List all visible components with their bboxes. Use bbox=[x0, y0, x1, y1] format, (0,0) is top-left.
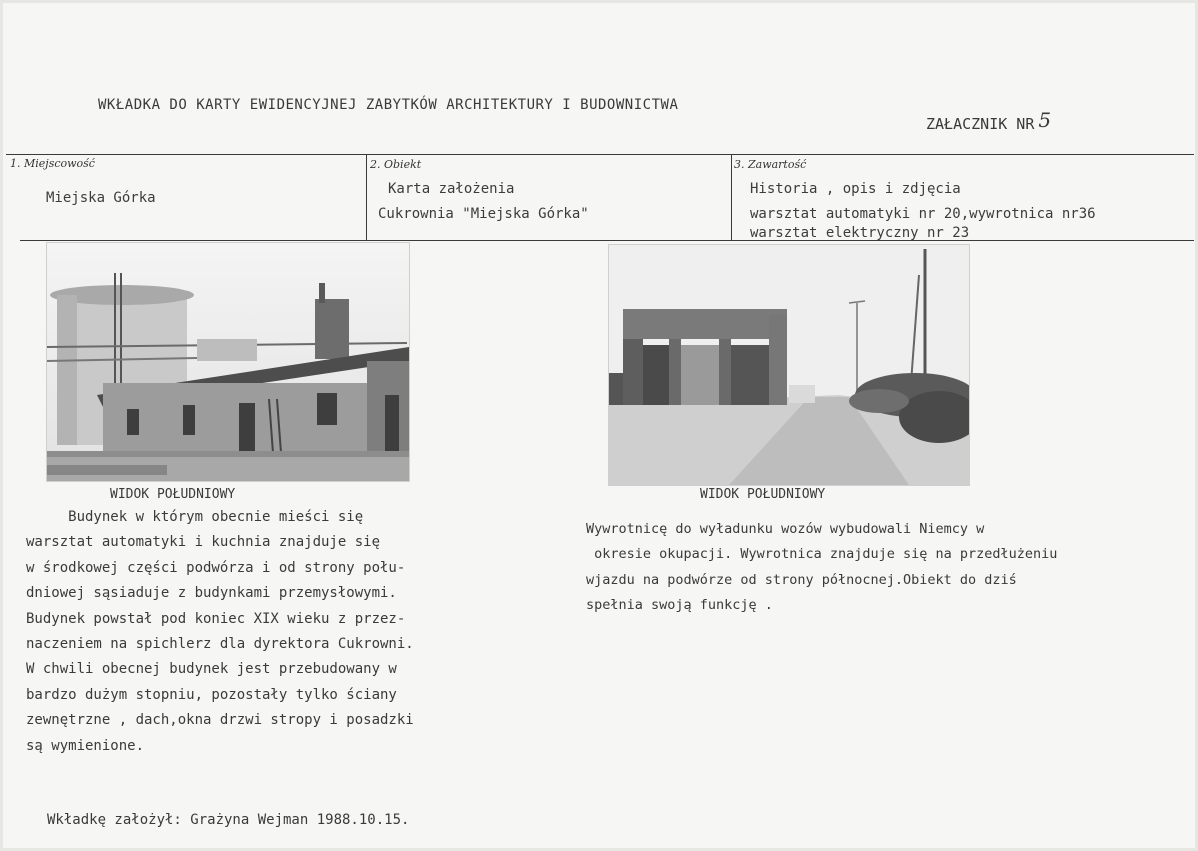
location-value: Miejska Górka bbox=[46, 190, 156, 206]
author-footer: Wkładkę założył: Grażyna Wejman 1988.10.15. bbox=[47, 812, 410, 828]
object-line-2: Cukrownia "Miejska Górka" bbox=[378, 206, 589, 222]
left-text-line: Budynek powstał pod koniec XIX wieku z przez- bbox=[26, 610, 406, 627]
contents-label: 3. Zawartość bbox=[734, 158, 807, 171]
left-text-line: bardzo dużym stopniu, pozostały tylko ściany bbox=[26, 686, 397, 703]
annex-label-text: ZAŁACZNIK NR bbox=[926, 115, 1035, 133]
left-text-line: w środkowej części podwórza i od strony połu- bbox=[26, 559, 406, 576]
table-bottom-border bbox=[20, 240, 1194, 241]
right-text-line: Wywrotnicę do wyładunku wozów wybudowali Niemcy w bbox=[586, 521, 985, 537]
table-top-border bbox=[6, 154, 1194, 155]
left-text-line: Budynek w którym obecnie mieści się bbox=[26, 509, 364, 525]
document-title: WKŁADKA DO KARTY EWIDENCYJNEJ ZABYTKÓW ARCHITEKTURY I BUDOWNICTWA bbox=[98, 97, 679, 113]
right-text-line: spełnia swoją funkcję . bbox=[586, 597, 773, 614]
right-photo-caption: WIDOK POŁUDNIOWY bbox=[700, 487, 826, 502]
annex-number: 5 bbox=[1038, 108, 1052, 132]
location-label: 1. Miejscowość bbox=[10, 157, 95, 170]
left-text-line: są wymienione. bbox=[26, 737, 145, 754]
left-text-line: W chwili obecnej budynek jest przebudowany w bbox=[26, 661, 397, 678]
table-divider-2 bbox=[731, 154, 732, 240]
contents-line-3: warsztat elektryczny nr 23 bbox=[750, 225, 970, 241]
right-text-line: wjazdu na podwórze od strony północnej.Obiekt do dziś bbox=[586, 571, 1017, 588]
annex-label bbox=[926, 110, 1051, 134]
table-divider-1 bbox=[366, 154, 367, 240]
right-text-line: okresie okupacji. Wywrotnica znajduje się na przedłużeniu bbox=[586, 546, 1058, 563]
object-label: 2. Obiekt bbox=[370, 158, 422, 171]
right-description bbox=[586, 517, 1057, 619]
contents-line-1: Historia , opis i zdjęcia bbox=[750, 181, 961, 197]
left-description bbox=[26, 505, 414, 759]
left-text-line: dniowej sąsiaduje z budynkami przemysłowymi. bbox=[26, 585, 397, 602]
left-text-line: naczeniem na spichlerz dla dyrektora Cukrowni. bbox=[26, 636, 414, 653]
warehouse-building-photo bbox=[46, 242, 410, 482]
tipper-structure-photo bbox=[608, 244, 970, 486]
contents-line-2: warsztat automatyki nr 20,wywrotnica nr36 bbox=[750, 206, 1096, 222]
left-photo-caption: WIDOK POŁUDNIOWY bbox=[110, 487, 236, 502]
object-line-1: Karta założenia bbox=[388, 181, 515, 197]
left-text-line: warsztat automatyki i kuchnia znajduje się bbox=[26, 534, 381, 551]
left-text-line: zewnętrzne , dach,okna drzwi stropy i posadzki bbox=[26, 712, 414, 729]
